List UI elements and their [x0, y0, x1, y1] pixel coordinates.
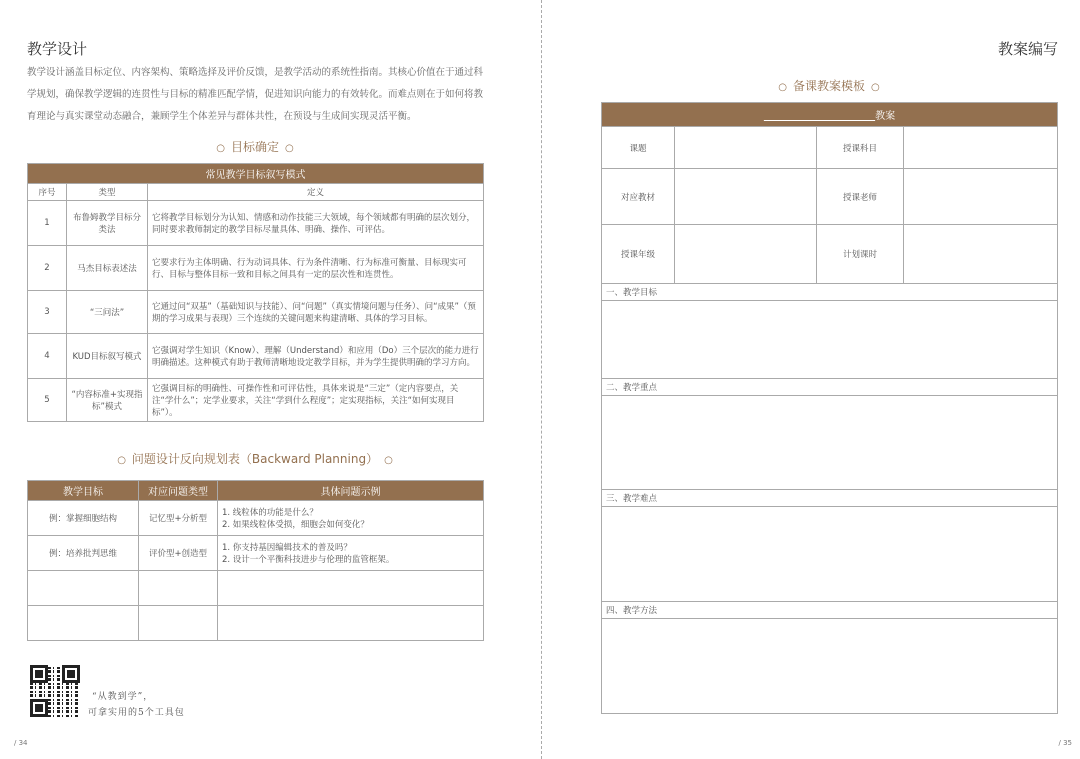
page-divider [541, 0, 542, 759]
qr-caption: 可拿实用的5个工具包 [88, 708, 185, 718]
table-title: 教案 [602, 103, 1058, 127]
header-cell: 序号 [28, 184, 67, 201]
table-row: 2 马杰目标表述法 它要求行为主体明确、行为动词具体、行为条件清晰、行为标准可衡量、目标现实可行、目标与整体目标一致和目标之间具有一定的层次性和连贯性。 [28, 246, 484, 291]
section-heading-template: ○ 备课教案模板 ○ [778, 79, 880, 93]
section-label: 二、教学重点 [602, 379, 1058, 396]
input-cell[interactable] [904, 127, 1058, 169]
section-label: 四、教学方法 [602, 602, 1058, 619]
section-label: 一、教学目标 [602, 284, 1058, 301]
input-cell[interactable] [904, 225, 1058, 284]
section-title: 目标确定 [230, 140, 279, 154]
section-title: 备课教案模板 [792, 79, 865, 93]
page-number: / 34 [14, 739, 28, 747]
section-label: 三、教学难点 [602, 490, 1058, 507]
input-cell[interactable] [904, 169, 1058, 225]
qr-caption: “从教到学”， [92, 692, 154, 702]
section-heading-goals: ○ 目标确定 ○ [216, 140, 294, 154]
page-title: 教学设计 [27, 40, 88, 58]
table-row: 例：掌握细胞结构 记忆型+分析型 1. 线粒体的功能是什么？ 2. 如果线粒体受损，细胞会如何变化？ [28, 501, 484, 536]
page-title: 教案编写 [997, 40, 1058, 58]
section-title: 问题设计反向规划表（Backward Planning） [131, 452, 379, 466]
section-body[interactable] [602, 301, 1058, 379]
table-row [28, 606, 484, 641]
table-row: 5 “内容标准+实现指标”模式 它强调目标的明确性、可操作性和可评估性，具体来说是“三定”（定内容要点，关注“学什么”；定学业要求，关注“学到什么程度”；定实现指标，关注“如何实现目标”）。 [28, 379, 484, 422]
section-body[interactable] [602, 619, 1058, 714]
input-cell[interactable] [675, 225, 817, 284]
section-heading-backward: ○ 问题设计反向规划表（Backward Planning） ○ [117, 452, 393, 466]
input-cell[interactable] [675, 169, 817, 225]
intro-paragraph: 教学设计涵盖目标定位、内容架构、策略选择及评价反馈，是教学活动的系统性指南。其核心价值在于通过科学规划，确保教学逻辑的连贯性与目标的精准匹配学情，促进知识向能力的有效转化。而难点则在于如何将教育理论与真实课堂动态融合，兼顾学生个体差异与群体共性，在预设与生成间实现灵活平衡。 [27, 67, 484, 122]
table-row: 4 KUD目标叙写模式 它强调对学生知识（Know）、理解（Understand）和应用（Do）三个层次的能力进行明确描述。这种模式有助于教师清晰地设定教学目标，并为学生提供明确的学习方向。 [28, 334, 484, 379]
header-cell: 类型 [67, 184, 148, 201]
qr-code[interactable] [30, 665, 80, 717]
input-cell[interactable] [675, 127, 817, 169]
section-body[interactable] [602, 396, 1058, 490]
backward-planning-table: 教学目标 对应问题类型 具体问题示例 例：掌握细胞结构 记忆型+分析型 1. 线粒体的功能是什么？ 2. 如果线粒体受损，细胞会如何变化？ 例：培养批判思维 评价型+创造型 1. 你支持基因编辑技术的普及吗？ 2. 设计一个平衡科技进步与伦理的监管框架。 [27, 480, 484, 641]
section-body[interactable] [602, 507, 1058, 602]
lesson-plan-table: 教案 课题 授课科目 对应教材 授课老师 授课年级 计划课时 一、教学目标 二、教学重点 三、教学难点 四、教学方法 [601, 102, 1058, 714]
table-row: 3 “三问法” 它通过问“双基”（基础知识与技能）、问“问题”（真实情境问题与任务）、问“成果”（预期的学习成果与表现）三个连续的关键问题来构建清晰、具体的学习目标。 [28, 291, 484, 334]
page-number: / 35 [1058, 739, 1072, 747]
table-row: 1 布鲁姆教学目标分类法 它将教学目标划分为认知、情感和动作技能三大领域，每个领域都有明确的层次划分，同时要求教师制定的教学目标尽量具体、明确、操作、可评估。 [28, 201, 484, 246]
table-title: 常见教学目标叙写模式 [28, 164, 484, 184]
table-row: 例：培养批判思维 评价型+创造型 1. 你支持基因编辑技术的普及吗？ 2. 设计一个平衡科技进步与伦理的监管框架。 [28, 536, 484, 571]
table-row [28, 571, 484, 606]
header-cell: 定义 [148, 184, 484, 201]
goal-patterns-table [27, 163, 484, 422]
